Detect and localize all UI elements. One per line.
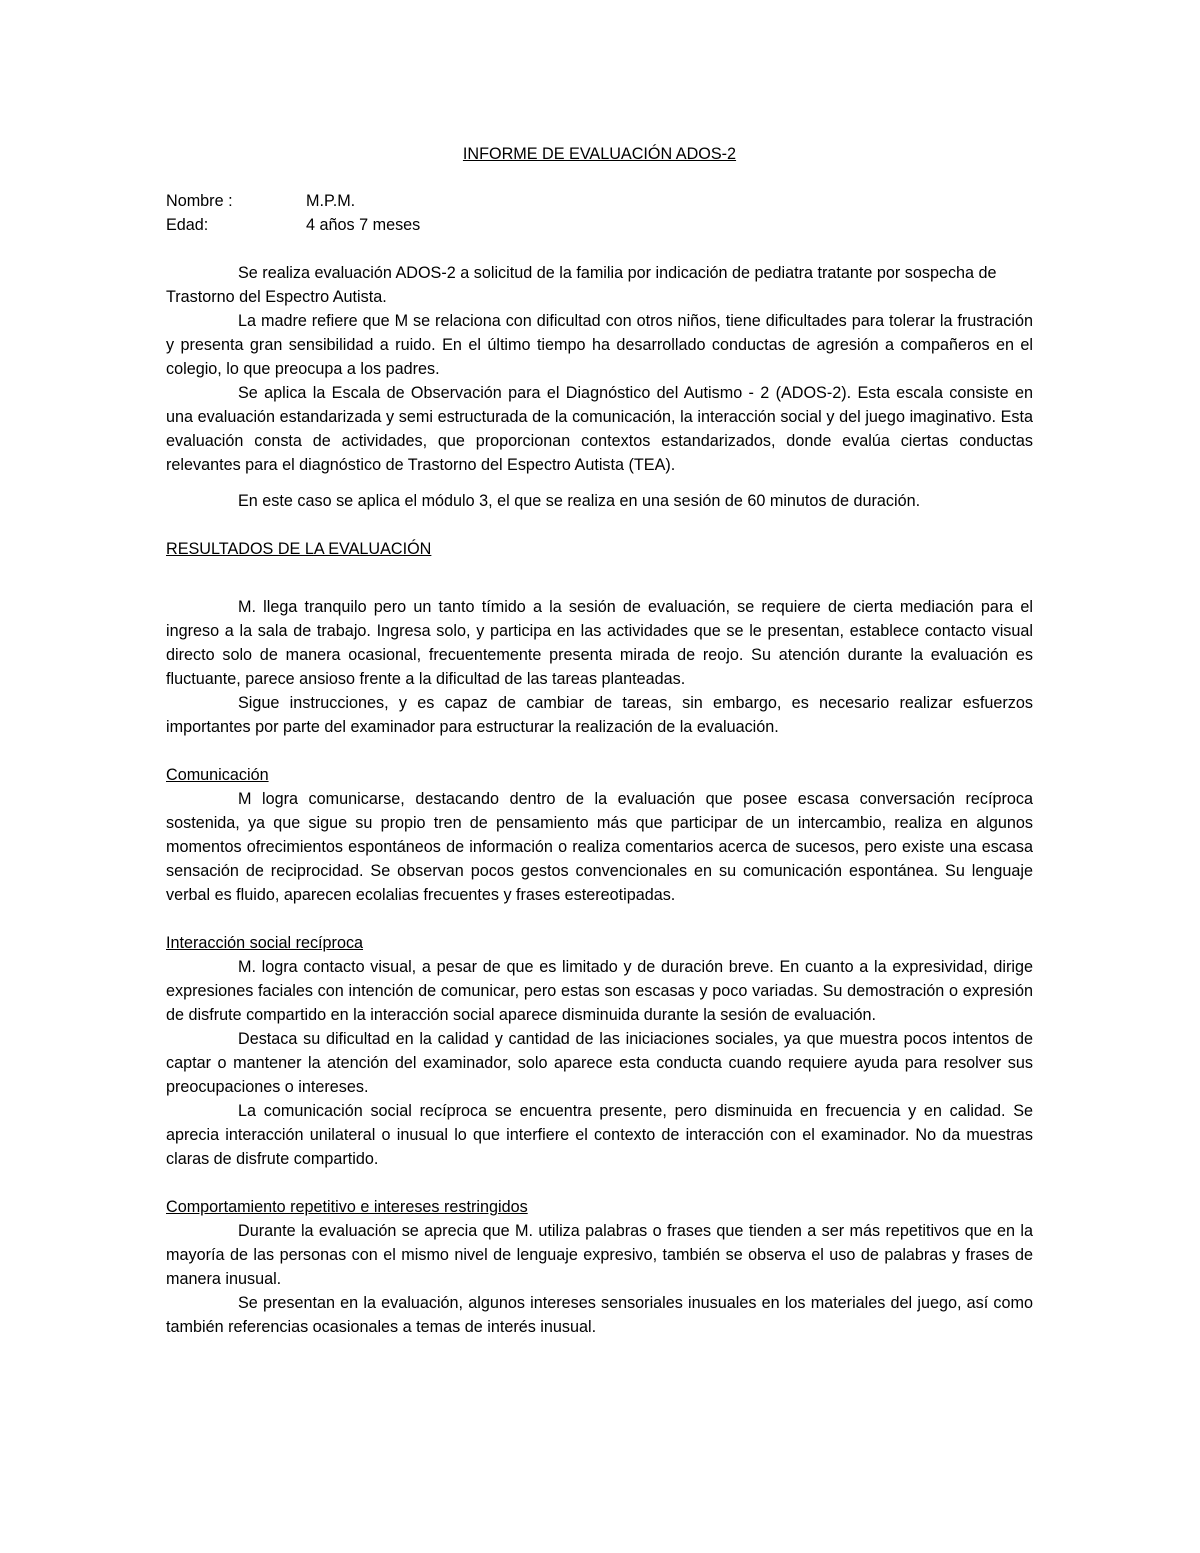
social-section bbox=[166, 931, 1033, 1171]
social-paragraph: Destaca su dificultad en la calidad y cantidad de las iniciaciones sociales, ya que muestra pocos intentos de captar o mantener la atención del examinador, solo aparece esta conducta cuando requiere ayuda para resolver sus preocupaciones o intereses. bbox=[166, 1030, 1033, 1096]
social-paragraph: M. logra contacto visual, a pesar de que es limitado y de duración breve. En cuanto a la expresividad, dirige expresiones faciales con intención de comunicar, pero estas son escasas y poco variadas. Su demostración o expresión de disfrute compartido en la interacción social aparece disminuida durante la sesión de evaluación. bbox=[166, 958, 1033, 1024]
name-row bbox=[166, 189, 1033, 213]
results-paragraph: Sigue instrucciones, y es capaz de cambiar de tareas, sin embargo, es necesario realizar esfuerzos importantes por parte del examinador para estructurar la realización de la evaluación. bbox=[166, 694, 1033, 736]
communication-heading: Comunicación bbox=[166, 766, 269, 784]
intro-paragraph: Se realiza evaluación ADOS-2 a solicitud de la familia por indicación de pediatra tratante por sospecha de Trastorno del Espectro Autista. bbox=[166, 264, 997, 306]
results-paragraph: M. llega tranquilo pero un tanto tímido a la sesión de evaluación, se requiere de cierta mediación para el ingreso a la sala de trabajo. Ingresa solo, y participa en las actividades que se le presentan, establece contacto visual directo solo de manera ocasional, frecuentemente presenta mirada de reojo. Su atención durante la evaluación es fluctuante, parece ansioso frente a la dificultad de las tareas planteadas. bbox=[166, 598, 1033, 688]
age-value: 4 años 7 meses bbox=[306, 216, 421, 234]
social-paragraph: La comunicación social recíproca se encuentra presente, pero disminuida en frecuencia y en calidad. Se aprecia interacción unilateral o inusual lo que interfiere el contexto de interacción con el examinador. No da muestras claras de disfrute compartido. bbox=[166, 1102, 1033, 1168]
communication-paragraph: M logra comunicarse, destacando dentro de la evaluación que posee escasa conversación recíproca sostenida, ya que sigue su propio tren de pensamiento más que participar de un intercambio, realiza en algunos momentos ofrecimientos espontáneos de información o realiza comentarios acerca de sucesos, pero existe una escasa sensación de reciprocidad. Se observan pocos gestos convencionales en su comunicación espontánea. Su lenguaje verbal es fluido, aparecen ecolalias frecuentes y frases estereotipadas. bbox=[166, 790, 1033, 904]
results-heading: RESULTADOS DE LA EVALUACIÓN bbox=[166, 540, 432, 558]
intro-section bbox=[166, 261, 1033, 513]
patient-info bbox=[166, 189, 1033, 237]
repetitive-paragraph: Se presentan en la evaluación, algunos intereses sensoriales inusuales en los materiales del juego, así como también referencias ocasionales a temas de interés inusual. bbox=[166, 1294, 1033, 1336]
name-label: Nombre : bbox=[166, 192, 233, 210]
intro-paragraph: Se aplica la Escala de Observación para el Diagnóstico del Autismo - 2 (ADOS-2). Esta escala consiste en una evaluación estandarizada y semi estructurada de la comunicación, la interacción social y del juego imaginativo. Esta evaluación consta de actividades, que proporcionan contextos estandarizados, donde evalúa ciertas conductas relevantes para el diagnóstico de Trastorno del Espectro Autista (TEA). bbox=[166, 384, 1033, 474]
intro-paragraph: En este caso se aplica el módulo 3, el que se realiza en una sesión de 60 minutos de duración. bbox=[238, 492, 921, 510]
name-value: M.P.M. bbox=[306, 192, 356, 210]
repetitive-heading: Comportamiento repetitivo e intereses restringidos bbox=[166, 1198, 528, 1216]
communication-section bbox=[166, 763, 1033, 907]
age-label: Edad: bbox=[166, 216, 209, 234]
social-heading: Interacción social recíproca bbox=[166, 934, 364, 952]
repetitive-paragraph: Durante la evaluación se aprecia que M. utiliza palabras o frases que tienden a ser más repetitivos que en la mayoría de las personas con el mismo nivel de lenguaje expresivo, también se observa el uso de palabras y frases de manera inusual. bbox=[166, 1222, 1033, 1288]
intro-paragraph: La madre refiere que M se relaciona con dificultad con otros niños, tiene dificultades para tolerar la frustración y presenta gran sensibilidad a ruido. En el último tiempo ha desarrollado conductas de agresión a compañeros en el colegio, lo que preocupa a los padres. bbox=[166, 312, 1033, 378]
repetitive-section bbox=[166, 1195, 1033, 1339]
document-page bbox=[166, 142, 1033, 1339]
document-title: INFORME DE EVALUACIÓN ADOS-2 bbox=[462, 145, 737, 163]
results-section bbox=[166, 537, 1033, 739]
age-row bbox=[166, 213, 1033, 237]
